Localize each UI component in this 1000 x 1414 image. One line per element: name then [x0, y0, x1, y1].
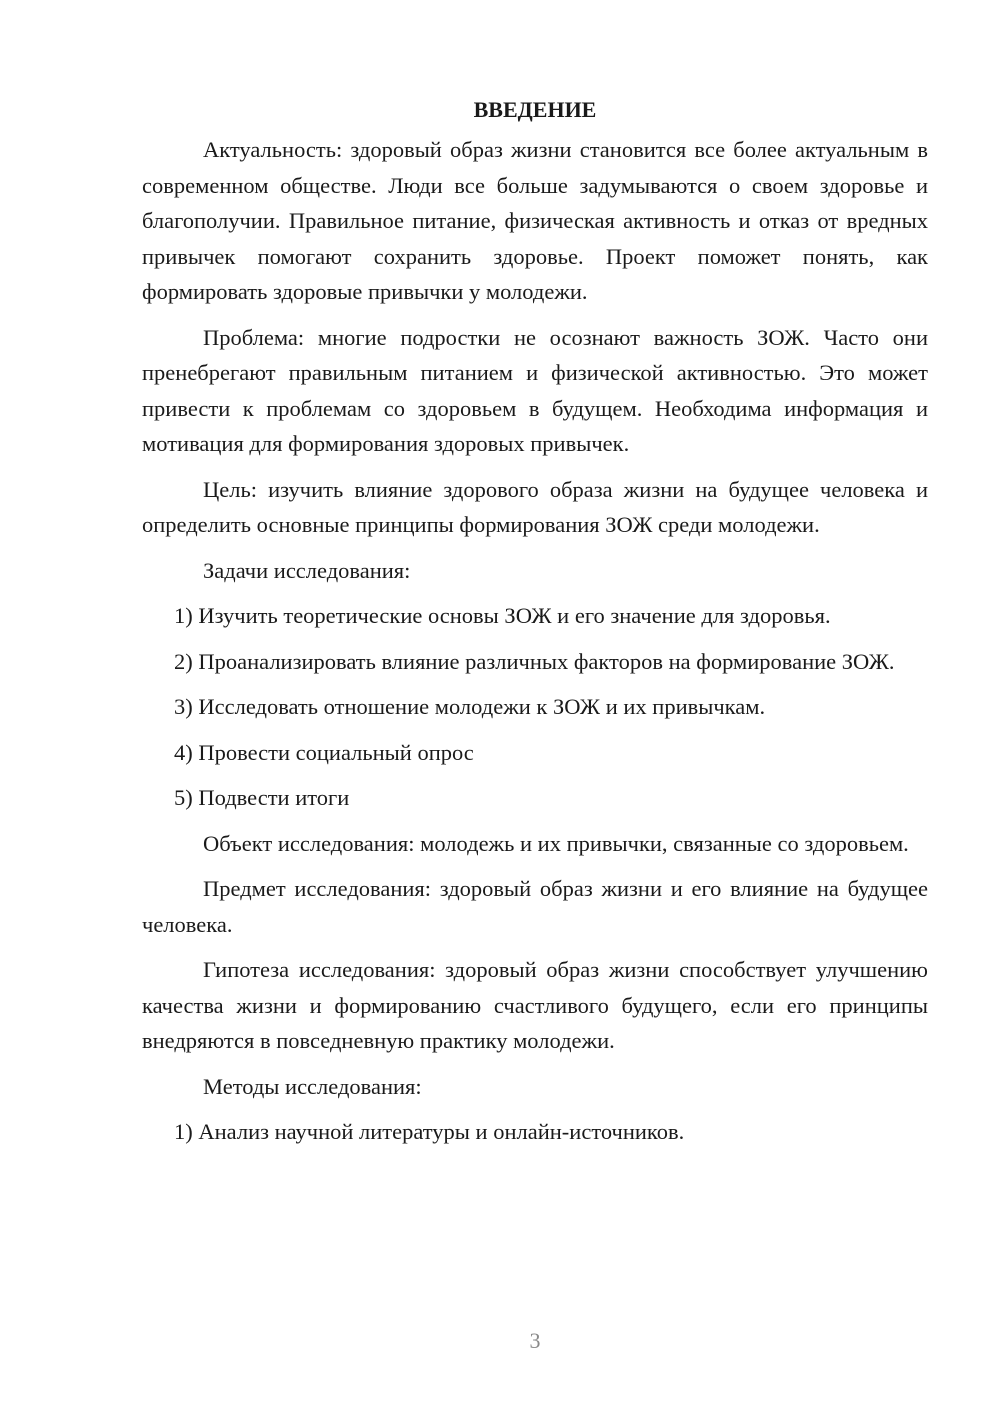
methods-list	[142, 1114, 928, 1150]
paragraph-subject: Предмет исследования: здоровый образ жизни и его влияние на будущее человека.	[142, 876, 928, 937]
page-number: 3	[529, 1328, 541, 1353]
paragraph-goal: Цель: изучить влияние здорового образа жизни на будущее человека и определить основные принципы формирования ЗОЖ среди молодежи.	[142, 476, 928, 537]
paragraph-object: Объект исследования: молодежь и их привычки, связанные со здоровьем.	[203, 830, 909, 856]
paragraph-hypothesis: Гипотеза исследования: здоровый образ жизни способствует улучшению качества жизни и формированию счастливого будущего, если его принципы внедряются в повседневную практику молодежи.	[142, 957, 928, 1053]
list-item: 5) Подвести итоги	[174, 785, 350, 810]
list-item: 2) Проанализировать влияние различных факторов на формирование ЗОЖ.	[174, 648, 895, 674]
paragraph-problem: Проблема: многие подростки не осознают важность ЗОЖ. Часто они пренебрегают правильным питанием и физической активностью. Это может привести к проблемам со здоровьем в будущем. Необходима информация и мотивация для формирования здоровых привычек.	[142, 324, 928, 456]
tasks-heading: Задачи исследования:	[203, 557, 411, 583]
paragraph-relevance: Актуальность: здоровый образ жизни становится все более актуальным в современном обществе. Люди все больше задумываются о своем здоровье и благополучии. Правильное питание, физическая активность и отказ от вредных привычек помогают сохранить здоровье. Проект поможет понять, как формировать здоровые привычки у молодежи.	[142, 137, 928, 304]
document-page	[142, 92, 928, 1160]
list-item: 1) Анализ научной литературы и онлайн-источников.	[174, 1119, 685, 1144]
list-item: 4) Провести социальный опрос	[174, 739, 474, 765]
tasks-list	[142, 598, 928, 816]
methods-heading: Методы исследования:	[203, 1073, 422, 1099]
list-item: 3) Исследовать отношение молодежи к ЗОЖ и их привычкам.	[174, 694, 766, 719]
page-title: ВВЕДЕНИЕ	[473, 97, 597, 122]
list-item: 1) Изучить теоретические основы ЗОЖ и его значение для здоровья.	[174, 603, 831, 628]
